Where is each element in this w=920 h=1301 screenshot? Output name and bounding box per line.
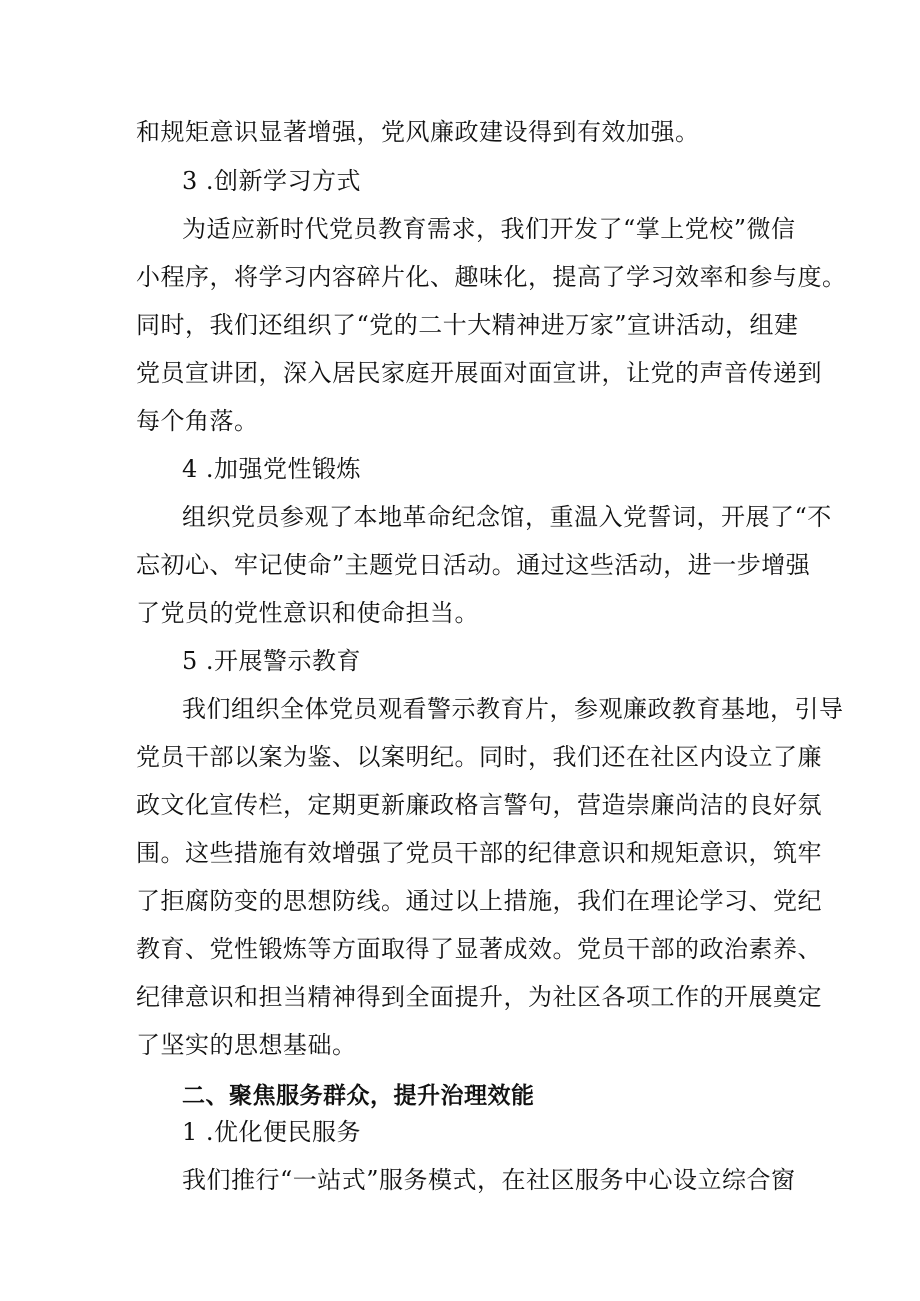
paragraph-line: 我们推行“一站式”服务模式，在社区服务中心设立综合窗 — [182, 1166, 796, 1194]
subheading-warning-education: 5 .开展警示教育 — [182, 647, 362, 675]
paragraph-line: 为适应新时代党员教育需求，我们开发了“掌上党校”微信 — [182, 215, 796, 243]
section-heading-serve-masses: 二、聚焦服务群众，提升治理效能 — [182, 1083, 535, 1109]
paragraph-line: 小程序，将学习内容碎片化、趣味化，提高了学习效率和参与度。 — [136, 263, 847, 291]
paragraph-line: 每个角落。 — [136, 407, 259, 435]
paragraph-line: 我们组织全体党员观看警示教育片，参观廉政教育基地，引导 — [182, 695, 844, 723]
paragraph-line: 了坚实的思想基础。 — [136, 1031, 357, 1059]
paragraph-line: 教育、党性锻炼等方面取得了显著成效。党员干部的政治素养、 — [136, 935, 822, 963]
paragraph-line: 了拒腐防变的思想防线。通过以上措施，我们在理论学习、党纪 — [136, 887, 822, 915]
paragraph-line: 和规矩意识显著增强，党风廉政建设得到有效加强。 — [136, 118, 700, 146]
paragraph-line: 政文化宣传栏，定期更新廉政格言警句，营造崇廉尚洁的良好氛 — [136, 791, 822, 819]
paragraph-line: 组织党员参观了本地革命纪念馆，重温入党誓词，开展了“不 — [182, 503, 832, 531]
subheading-party-spirit: 4 .加强党性锻炼 — [182, 455, 362, 483]
paragraph-line: 围。这些措施有效增强了党员干部的纪律意识和规矩意识，筑牢 — [136, 839, 822, 867]
paragraph-line: 党员宣讲团，深入居民家庭开展面对面宣讲，让党的声音传递到 — [136, 359, 822, 387]
paragraph-line: 了党员的党性意识和使命担当。 — [136, 599, 479, 627]
subheading-optimize-services: 1 .优化便民服务 — [182, 1118, 362, 1146]
paragraph-line: 同时，我们还组织了“党的二十大精神进万家”宣讲活动，组建 — [136, 311, 799, 339]
paragraph-line: 忘初心、牢记使命”主题党日活动。通过这些活动，进一步增强 — [136, 551, 811, 579]
subheading-innovate-learning: 3 .创新学习方式 — [182, 167, 362, 195]
paragraph-line: 纪律意识和担当精神得到全面提升，为社区各项工作的开展奠定 — [136, 983, 822, 1011]
paragraph-line: 党员干部以案为鉴、以案明纪。同时，我们还在社区内设立了廉 — [136, 743, 822, 771]
